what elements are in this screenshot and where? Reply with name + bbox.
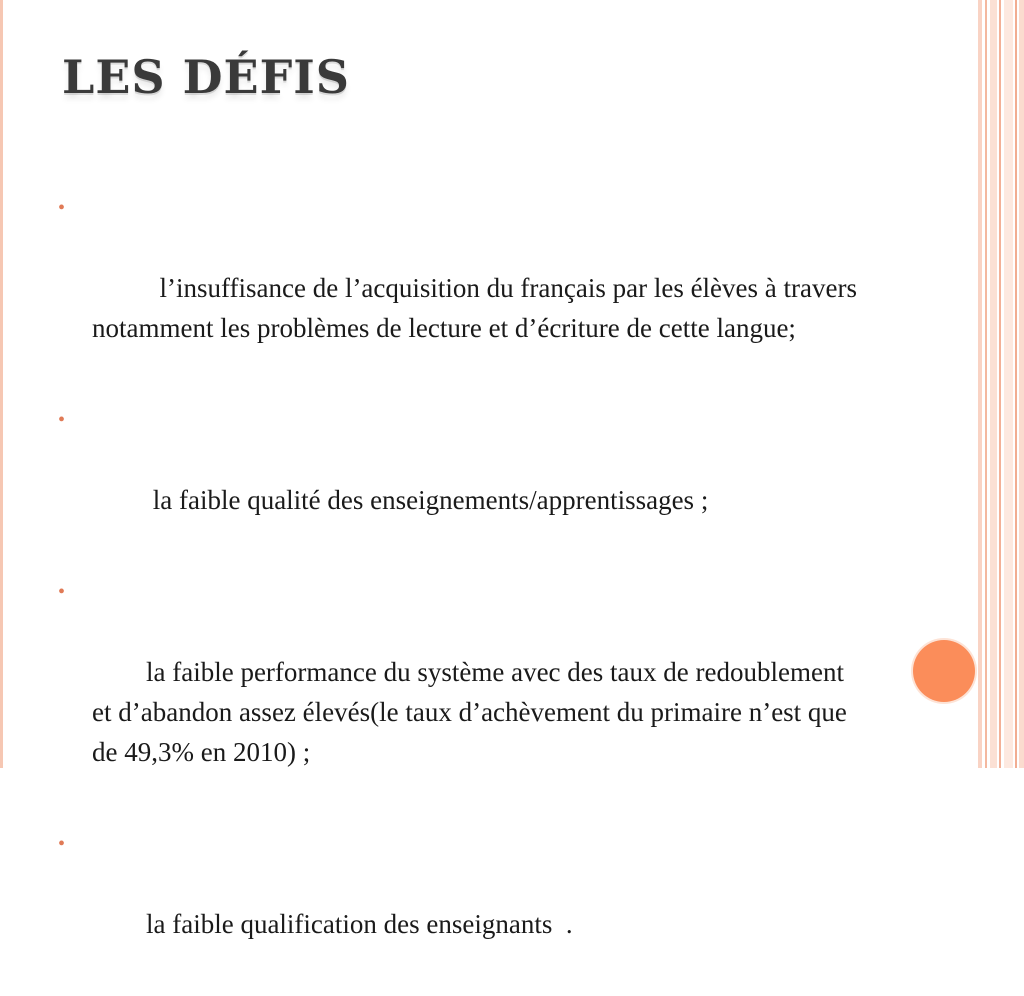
bullet-text: la faible performance du système avec des taux de redoublement et d’abandon assez élevés(le taux d’achèvement du primaire n’est que de 49,3% en 2010) ;	[92, 657, 854, 767]
bullet-dot-icon: •	[58, 581, 66, 603]
orange-circle-decoration	[913, 640, 975, 702]
right-decorative-stripe	[985, 0, 987, 768]
right-decorative-stripe	[978, 0, 982, 768]
right-decorative-stripe	[990, 0, 997, 768]
slide-body	[58, 188, 868, 996]
bullet-list	[58, 188, 868, 984]
bullet-item	[58, 188, 868, 388]
bullet-dot-icon: •	[58, 833, 66, 855]
bullet-dot-icon: •	[58, 197, 66, 219]
bullet-text: la faible qualité des enseignements/apprentissages ;	[146, 485, 709, 515]
left-border-rule	[0, 0, 3, 768]
bullet-text: la faible qualification des enseignants .	[146, 909, 573, 939]
bullet-text: l’insuffisance de l’acquisition du français par les élèves à travers notamment les problèmes de lecture et d’écriture de cette langue;	[92, 273, 864, 343]
bullet-item	[58, 400, 868, 560]
right-decorative-stripe	[999, 0, 1001, 768]
bullet-item	[58, 572, 868, 812]
bullet-dot-icon: •	[58, 409, 66, 431]
right-decorative-stripe	[1015, 0, 1017, 768]
slide-title: LES DÉFIS	[62, 50, 350, 104]
bullet-item	[58, 824, 868, 984]
right-decorative-stripe	[1019, 0, 1024, 768]
right-decorative-stripe	[1004, 0, 1013, 768]
